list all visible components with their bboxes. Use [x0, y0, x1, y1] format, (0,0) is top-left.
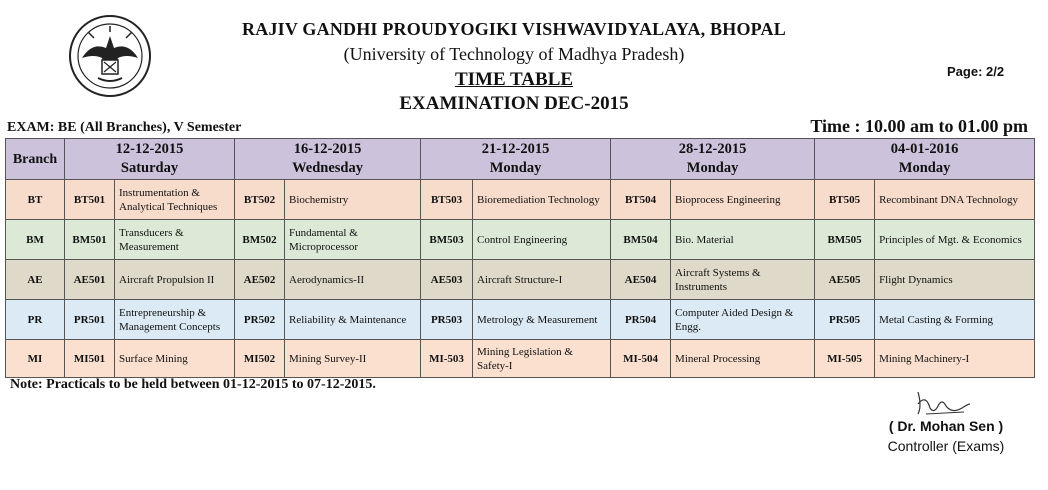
subject-code: AE503	[421, 260, 473, 300]
subject-code: BM503	[421, 220, 473, 260]
subject-name: Recombinant DNA Technology	[875, 180, 1035, 220]
subject-code: AE501	[65, 260, 115, 300]
day-header	[611, 139, 815, 180]
table-header-row	[6, 139, 1035, 180]
subject-code: BM501	[65, 220, 115, 260]
subject-code: BM505	[815, 220, 875, 260]
subject-name: Metal Casting & Forming	[875, 300, 1035, 340]
subject-code: PR502	[235, 300, 285, 340]
subject-name: Fundamental & Microprocessor	[285, 220, 421, 260]
branch-cell: AE	[6, 260, 65, 300]
day-name: Saturday	[120, 160, 179, 176]
subject-code: BM504	[611, 220, 671, 260]
subject-code: MI502	[235, 340, 285, 378]
subject-name: Mining Survey-II	[285, 340, 421, 378]
branch-cell: BM	[6, 220, 65, 260]
subject-name: Aircraft Propulsion II	[115, 260, 235, 300]
day-header	[235, 139, 421, 180]
day-name: Wednesday	[292, 160, 363, 176]
subject-name: Principles of Mgt. & Economics	[875, 220, 1035, 260]
subject-name: Flight Dynamics	[875, 260, 1035, 300]
subject-name: Control Engineering	[473, 220, 611, 260]
day-date: 16-12-2015	[293, 141, 362, 157]
subject-code: MI-504	[611, 340, 671, 378]
subject-code: BT502	[235, 180, 285, 220]
subject-code: BM502	[235, 220, 285, 260]
day-name: Monday	[489, 160, 542, 176]
subject-code: AE505	[815, 260, 875, 300]
branch-cell: BT	[6, 180, 65, 220]
day-date: 21-12-2015	[481, 141, 550, 157]
signature-mark	[912, 384, 972, 420]
document-title: TIME TABLE	[454, 69, 574, 90]
university-subtitle: (University of Technology of Madhya Pradesh)	[343, 44, 685, 64]
practicals-note: Note: Practicals to be held between 01-12-2015 to 07-12-2015.	[10, 377, 376, 392]
exam-title: EXAMINATION DEC-2015	[399, 93, 629, 114]
subject-name: Bio. Material	[671, 220, 815, 260]
subject-code: AE502	[235, 260, 285, 300]
subject-name: Biochemistry	[285, 180, 421, 220]
subject-name: Mining Legislation & Safety-I	[473, 340, 611, 378]
day-date: 04-01-2016	[890, 141, 959, 157]
page-number: Page: 2/2	[947, 64, 1005, 79]
subject-name: Computer Aided Design & Engg.	[671, 300, 815, 340]
day-header	[421, 139, 611, 180]
subject-name: Aerodynamics-II	[285, 260, 421, 300]
subject-name: Metrology & Measurement	[473, 300, 611, 340]
table-row	[6, 220, 1035, 260]
subject-code: PR505	[815, 300, 875, 340]
branch-cell: PR	[6, 300, 65, 340]
exam-info: EXAM: BE (All Branches), V Semester	[7, 120, 242, 135]
subject-code: MI-503	[421, 340, 473, 378]
subject-name: Entrepreneurship & Management Concepts	[115, 300, 235, 340]
table-row	[6, 180, 1035, 220]
branch-header: Branch	[6, 139, 65, 180]
subject-name: Bioprocess Engineering	[671, 180, 815, 220]
day-name: Monday	[686, 160, 739, 176]
exam-time: Time : 10.00 am to 01.00 pm	[810, 116, 1028, 136]
signatory-role: Controller (Exams)	[887, 438, 1005, 454]
subject-code: MI-505	[815, 340, 875, 378]
university-name: RAJIV GANDHI PROUDYOGIKI VISHWAVIDYALAYA, BHOPAL	[242, 19, 786, 39]
day-header	[65, 139, 235, 180]
table-row	[6, 300, 1035, 340]
subject-name: Instrumentation & Analytical Techniques	[115, 180, 235, 220]
table-row	[6, 340, 1035, 378]
subject-code: BT504	[611, 180, 671, 220]
subject-code: MI501	[65, 340, 115, 378]
branch-cell: MI	[6, 340, 65, 378]
subject-name: Reliability & Maintenance	[285, 300, 421, 340]
subject-name: Mineral Processing	[671, 340, 815, 378]
subject-code: PR503	[421, 300, 473, 340]
day-name: Monday	[898, 160, 951, 176]
timetable	[5, 138, 1035, 378]
subject-name: Bioremediation Technology	[473, 180, 611, 220]
day-header	[815, 139, 1035, 180]
subject-name: Transducers & Measurement	[115, 220, 235, 260]
subject-code: BT501	[65, 180, 115, 220]
subject-name: Aircraft Systems & Instruments	[671, 260, 815, 300]
subject-code: PR504	[611, 300, 671, 340]
table-row	[6, 260, 1035, 300]
signatory-name: ( Dr. Mohan Sen )	[888, 418, 1004, 434]
day-date: 12-12-2015	[115, 141, 184, 157]
subject-code: BT505	[815, 180, 875, 220]
subject-name: Mining Machinery-I	[875, 340, 1035, 378]
subject-code: BT503	[421, 180, 473, 220]
subject-code: PR501	[65, 300, 115, 340]
subject-name: Surface Mining	[115, 340, 235, 378]
subject-name: Aircraft Structure-I	[473, 260, 611, 300]
subject-code: AE504	[611, 260, 671, 300]
day-date: 28-12-2015	[678, 141, 747, 157]
